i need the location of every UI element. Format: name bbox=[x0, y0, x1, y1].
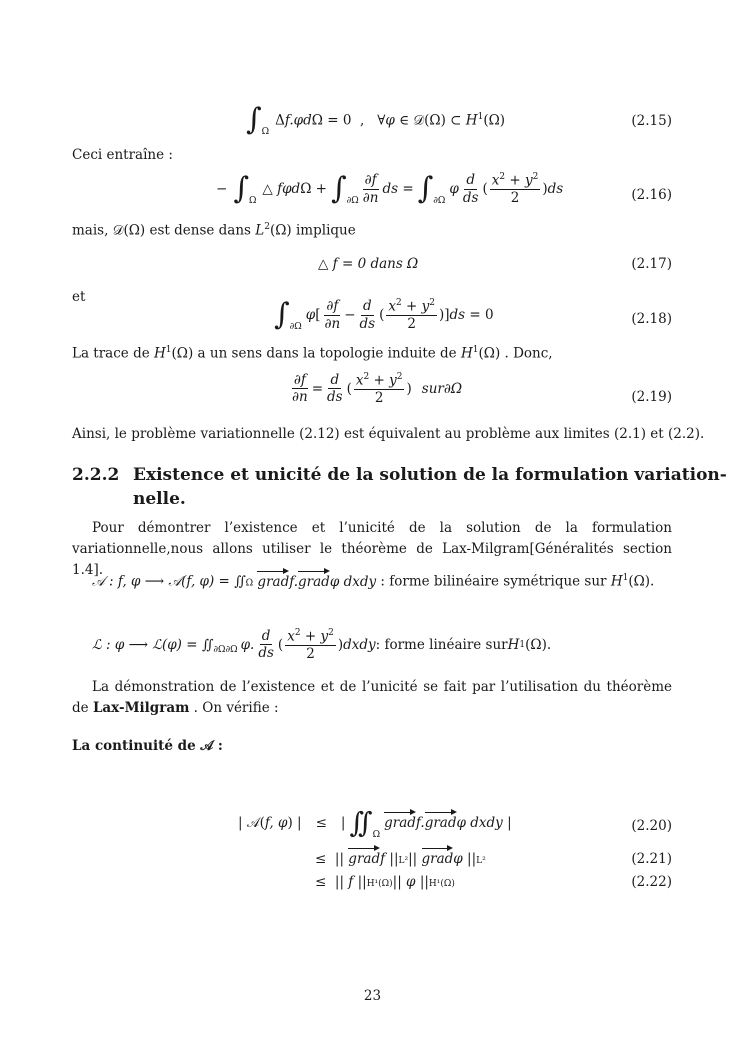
equation-number: (2.21) bbox=[631, 851, 672, 867]
section-title-continued: nelle. bbox=[133, 489, 186, 509]
paragraph: La démonstration de l’existence et de l’unicité se fait par l’utilisation du théorème de Lax-Milgram . On vérifie : bbox=[72, 679, 672, 716]
equation-2-17: △ f = 0 dans Ω bbox=[318, 256, 419, 272]
text-line: La trace de $H^1(\Omega)$ a un sens dans la topologie induite de $H^1(\Omega)$ . Donc, bbox=[72, 345, 553, 362]
text-line: et bbox=[72, 289, 86, 305]
equation-number: (2.18) bbox=[631, 311, 672, 327]
equation-2-15: ∫ Ω Δf.φdΩ = 0 , ∀φ ∈ 𝒟(Ω) ⊂ $H^1(\Omega)$ bbox=[246, 102, 506, 137]
equation-number: (2.16) bbox=[631, 187, 672, 203]
equation-2-22: ≤ || f ||H¹(Ω)|| φ ||H¹(Ω) bbox=[315, 874, 455, 890]
text-line: mais, 𝒟(Ω) est dense dans $L^2(\Omega)$ implique bbox=[72, 222, 356, 239]
equation-2-16: − ∫ Ω △ fφdΩ + ∫ ∂Ω $\frac{\partial f}{\partial n}$ ds = ∫ ∂Ω φ $\frac{d}{ds}$ ( $\frac{x^2 + y^2}{2}$ ) ds bbox=[216, 171, 564, 206]
equation-number: (2.22) bbox=[631, 874, 672, 890]
text-line: Ainsi, le problème variationnelle (2.12) est équivalent au problème aux limites (2.1) et (2.2). bbox=[72, 426, 705, 442]
text-line: Ceci entraîne : bbox=[72, 147, 173, 163]
bilinear-form: 𝒜 : f, φ ⟶ 𝒜(f, φ) = ∬Ω gradf.gradφ dxdy : forme bilinéaire symétrique sur $H^1(\Omega)$. bbox=[92, 573, 655, 590]
paragraph: Pour démontrer l’existence et l’unicité de la solution de la formulation variationnelle,nous allons utiliser le théorème de Lax-Milgram[Généralités section 1.4]. bbox=[72, 520, 672, 578]
equation-2-21: ≤ || gradf ||L²|| gradφ ||L² bbox=[315, 851, 486, 867]
page-number: 23 bbox=[363, 988, 382, 1004]
equation-2-20: | 𝒜( f, φ ) | ≤ | ∫∫ Ω gradf.gradφ dxdy | bbox=[238, 806, 512, 840]
equation-2-19: $\frac{\partial f}{\partial n}$ = $\frac{d}{ds}$ ( $\frac{x^2 + y^2}{2}$ ) sur∂Ω bbox=[292, 372, 463, 406]
subheading: La continuité de 𝒜 : bbox=[72, 738, 223, 754]
equation-2-18: ∫ ∂Ω φ[ $\frac{\partial f}{\partial n}$ − $\frac{d}{ds}$ ( $\frac{x^2 + y^2}{2}$ )] ds = 0 bbox=[274, 297, 494, 332]
equation-number: (2.15) bbox=[631, 113, 672, 129]
linear-form: ℒ : φ ⟶ ℒ(φ) = ∬ ∂Ω∂Ω φ. $\frac{d}{ds}$ ( $\frac{x^2 + y^2}{2}$ ) dxdy : forme linéaire sur H 1 (Ω). bbox=[92, 628, 552, 662]
section-number: 2.2.2 bbox=[72, 465, 120, 485]
equation-number: (2.20) bbox=[631, 818, 672, 834]
equation-number: (2.19) bbox=[631, 389, 672, 405]
equation-number: (2.17) bbox=[631, 256, 672, 272]
section-title: Existence et unicité de la solution de la formulation variation- bbox=[133, 465, 727, 485]
